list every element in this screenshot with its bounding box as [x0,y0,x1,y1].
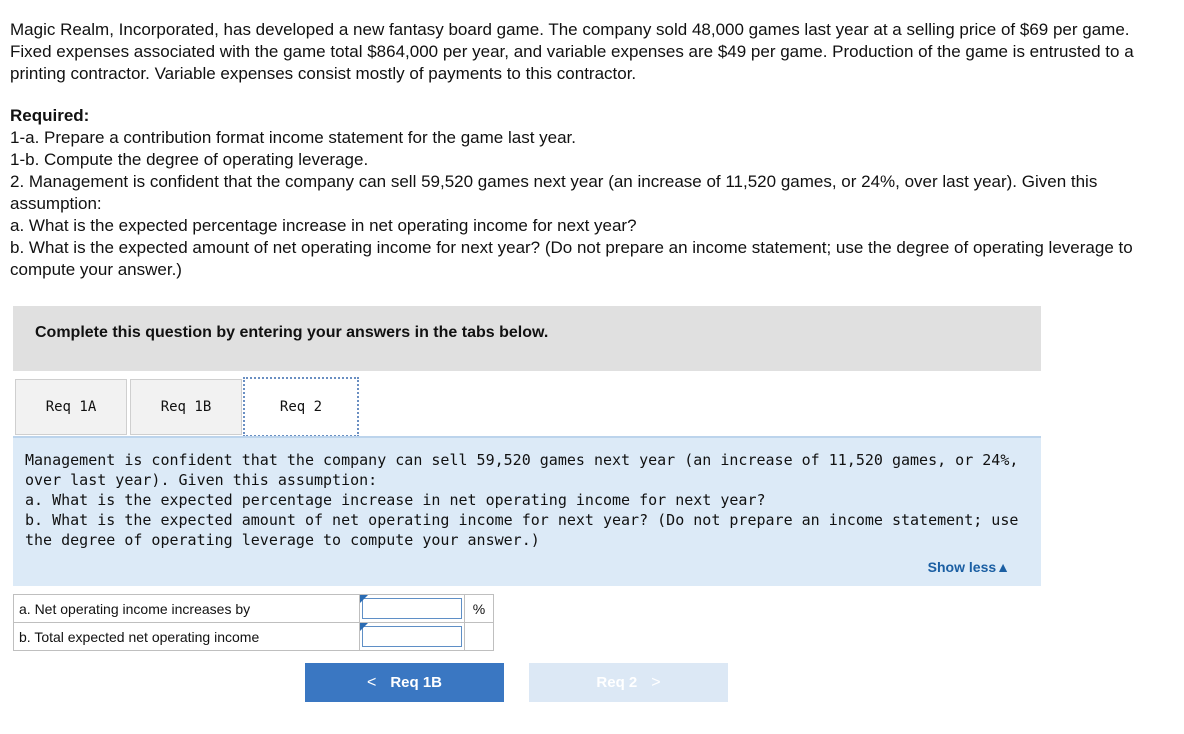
table-row [14,623,494,651]
instructions-bar [13,306,1041,371]
next-button[interactable] [529,663,728,702]
instructions-text: Complete this question by entering your answers in the tabs below. [35,324,549,341]
answer-label: a. Net operating income increases by [14,595,360,623]
next-label: Req 2 [596,674,638,691]
show-less-label: Show less [927,559,997,575]
required-item: 1-a. Prepare a contribution format income statement for the game last year. [10,128,577,147]
flag-icon [360,595,368,603]
problem-paragraph: Magic Realm, Incorporated, has developed a new fantasy board game. The company sold 48,000 games last year at a selling price of $69 per game. Fixed expenses associated with the game total $864,000 per year, and variable expenses are $49 per game. Production of the game is entrusted to a printing contractor. Variable expenses consist mostly of payments to this contractor. [10,20,1134,83]
tab-req-1a[interactable]: Req 1A [15,379,127,435]
chevron-left-icon: < [366,673,377,691]
show-less-button[interactable] [928,559,1010,575]
chevron-right-icon: > [651,673,661,691]
triangle-up-icon: ▲ [996,559,1010,575]
panel-text [25,450,1035,550]
unit-label [465,623,494,651]
answer-label: b. Total expected net operating income [14,623,360,651]
required-heading: Required: [10,106,90,125]
prev-button[interactable] [305,663,504,702]
problem-statement [10,19,1170,85]
tab-req-1b[interactable]: Req 1B [130,379,242,435]
required-item: 2. Management is confident that the company can sell 59,520 games next year (an increase of 11,520 games, or 24%, over last year). Given this assumption: [10,172,1098,213]
answer-input-cell [360,595,465,623]
panel-line: a. What is the expected percentage increase in net operating income for next year? [25,491,766,509]
question-panel [13,438,1041,586]
unit-label: % [465,595,494,623]
panel-line: b. What is the expected amount of net operating income for next year? (Do not prepare an income statement; use the degree of operating leverage to compute your answer.) [25,511,1019,549]
required-item: b. What is the expected amount of net operating income for next year? (Do not prepare an income statement; use the degree of operating leverage to compute your answer.) [10,238,1133,279]
prev-label: Req 1B [390,674,443,691]
panel-line: Management is confident that the company can sell 59,520 games next year (an increase of 11,520 games, or 24%, over last year). Given this assumption: [25,451,1019,489]
answer-table [13,594,494,651]
noi-increase-input[interactable] [362,598,462,619]
total-noi-input[interactable] [362,626,462,647]
answer-input-cell [360,623,465,651]
required-section [10,105,1170,281]
tab-req-2[interactable]: Req 2 [243,377,359,437]
required-item: 1-b. Compute the degree of operating leverage. [10,150,369,169]
table-row [14,595,494,623]
flag-icon [360,623,368,631]
required-item: a. What is the expected percentage increase in net operating income for next year? [10,216,637,235]
